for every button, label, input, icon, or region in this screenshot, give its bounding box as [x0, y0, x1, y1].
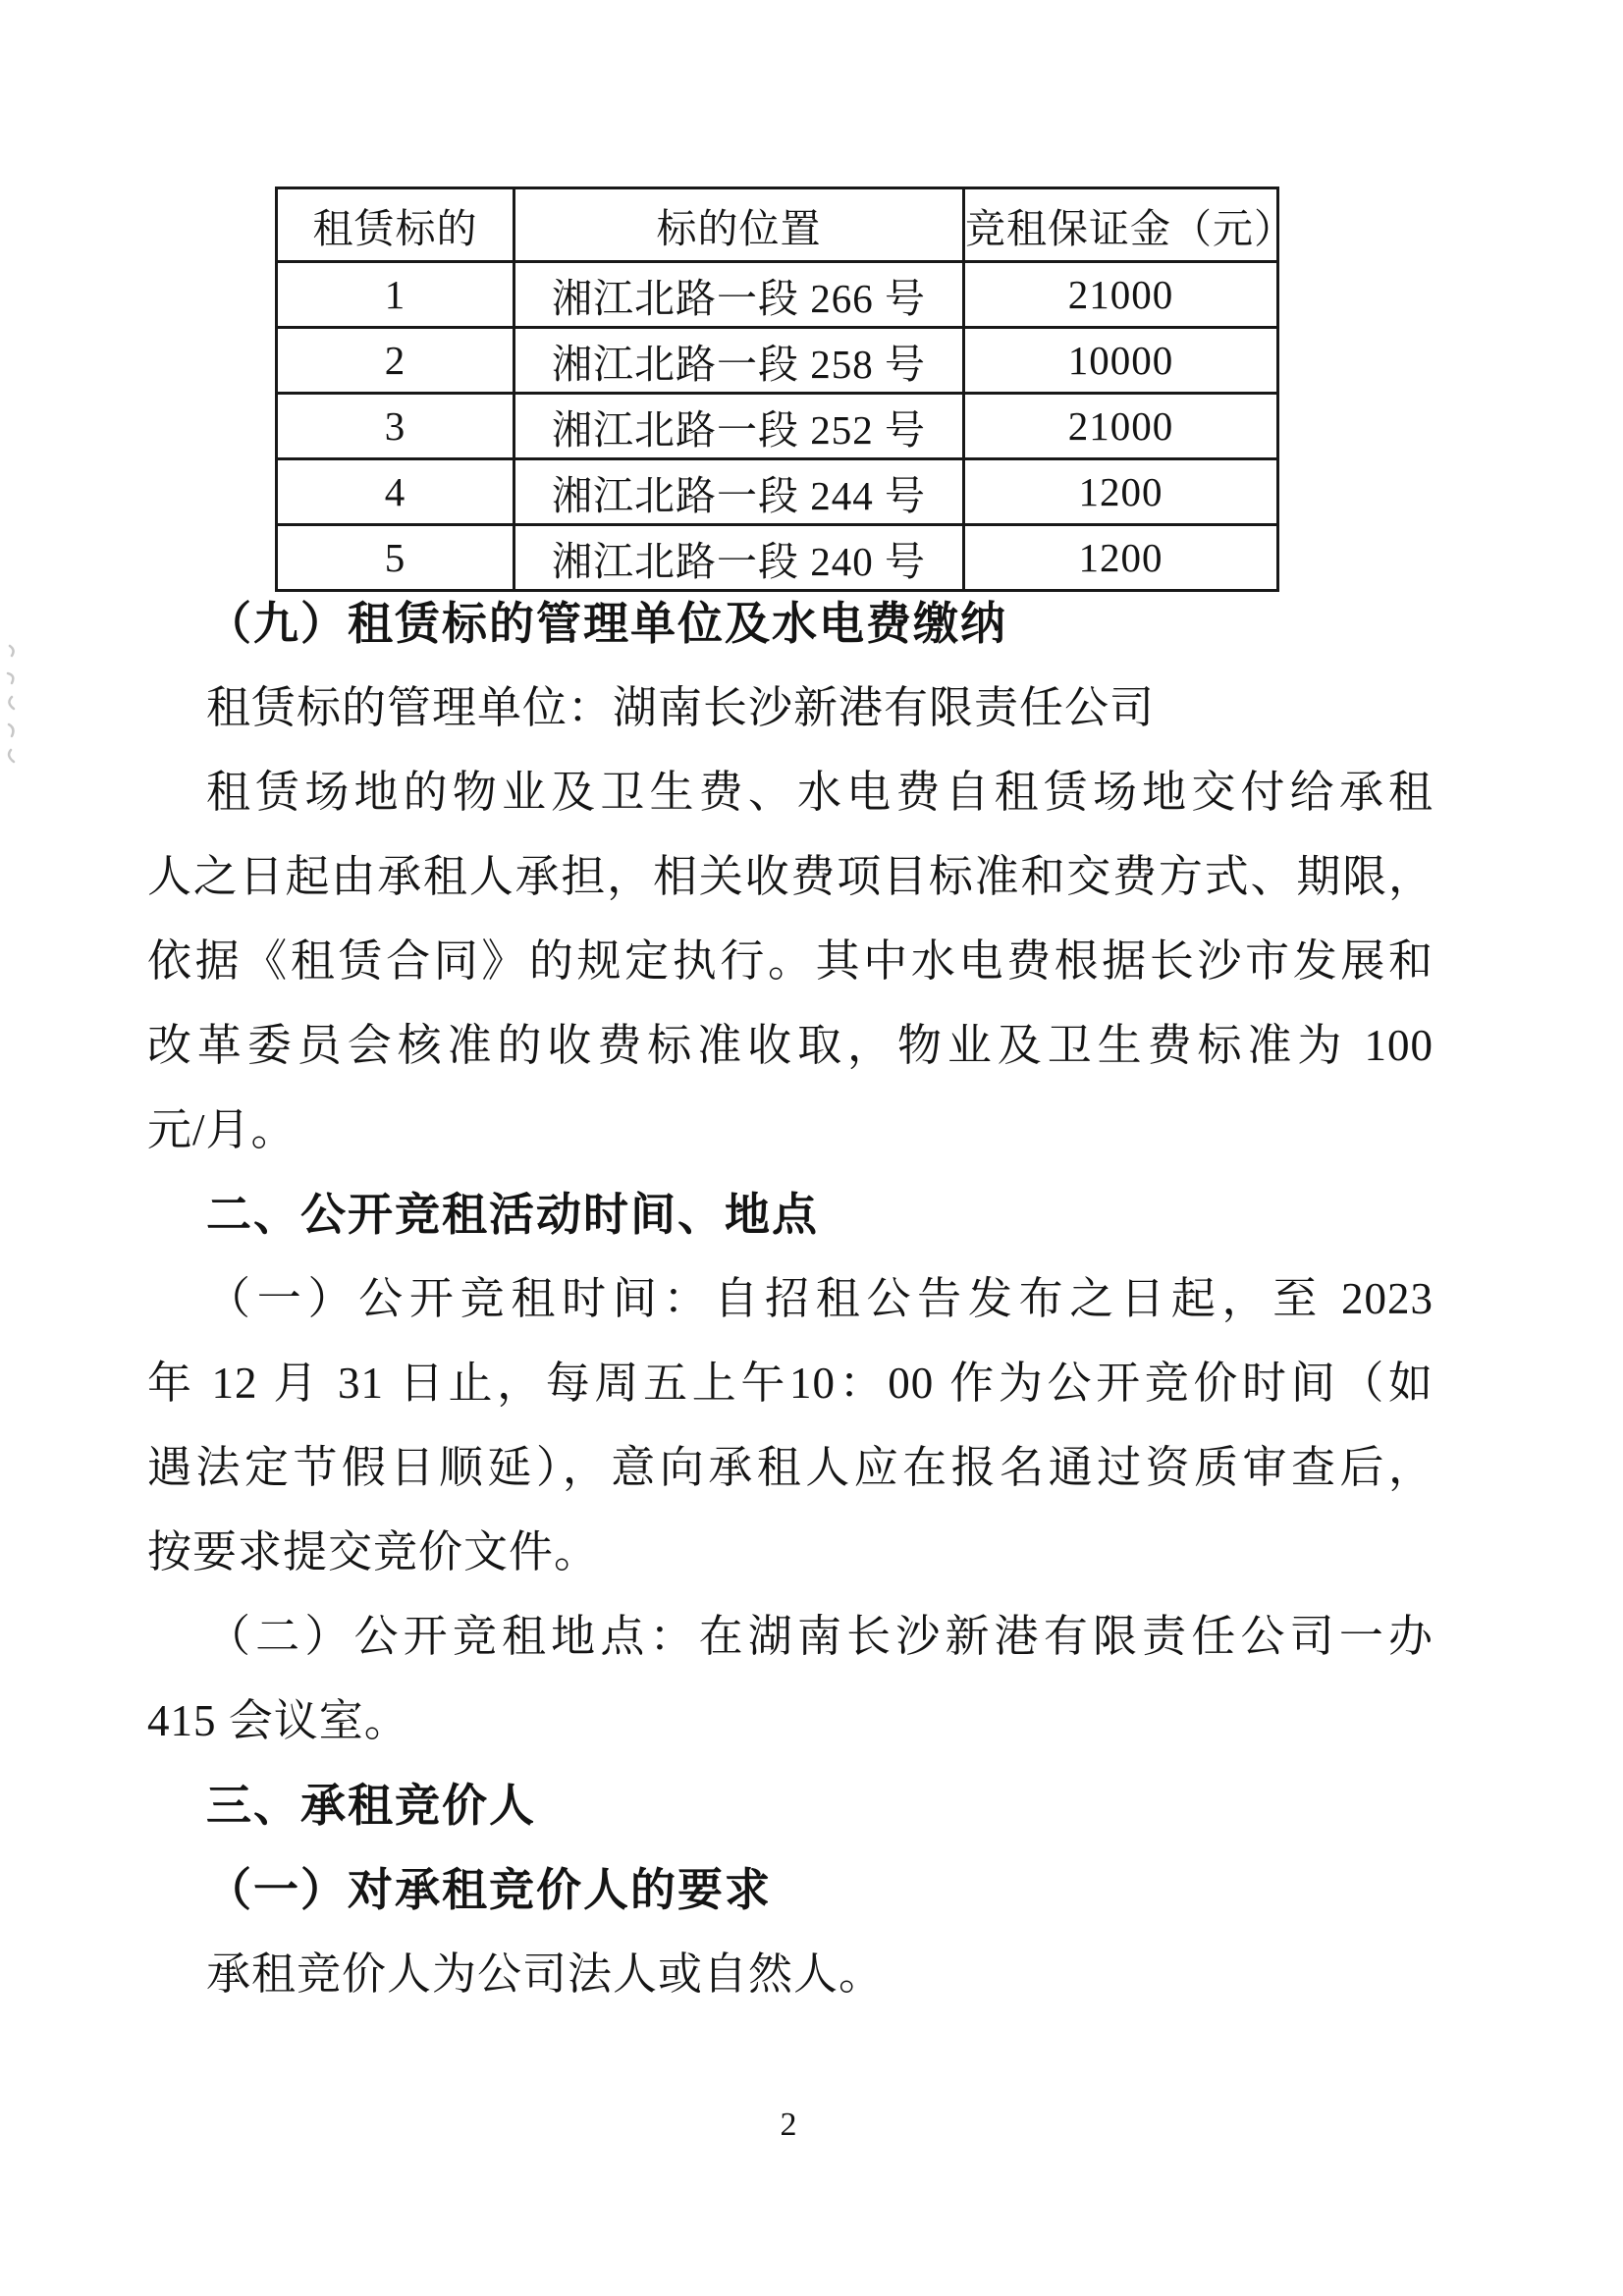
cell-target-no: 5: [277, 525, 514, 591]
doc-line: 承租竞价人为公司法人或自然人。: [206, 1949, 885, 1999]
col-header-target-location: 标的位置: [514, 188, 964, 262]
section-heading-3-1: （一）对承租竞价人的要求: [206, 1864, 772, 1915]
cell-location: 湘江北路一段 266 号: [514, 262, 964, 328]
doc-line: 按要求提交竞价文件。: [147, 1527, 600, 1576]
table-row: [277, 394, 1278, 459]
doc-line: （二）公开竞租地点：在湖南长沙新港有限责任公司一办: [206, 1612, 1434, 1661]
cell-location: 湘江北路一段 252 号: [514, 394, 964, 459]
section-heading-2: 二、公开竞租活动时间、地点: [206, 1189, 819, 1240]
cell-target-no: 1: [277, 262, 514, 328]
cell-deposit: 10000: [964, 328, 1278, 394]
section-heading-3: 三、承租竞价人: [206, 1780, 536, 1831]
doc-line: 依据《租赁合同》的规定执行。其中水电费根据长沙市发展和: [147, 936, 1434, 986]
doc-line: 改革委员会核准的收费标准收取，物业及卫生费标准为 100: [147, 1021, 1434, 1070]
doc-line: 遇法定节假日顺延），意向承租人应在报名通过资质审查后，: [147, 1443, 1434, 1492]
document-body: [147, 581, 1434, 2016]
table-row: [277, 459, 1278, 525]
doc-line: 年 12 月 31 日止，每周五上午10：00 作为公开竞价时间（如: [147, 1359, 1434, 1408]
cell-target-no: 4: [277, 459, 514, 525]
cell-location: 湘江北路一段 240 号: [514, 525, 964, 591]
cell-deposit: 21000: [964, 262, 1278, 328]
lease-targets-table: [275, 187, 1295, 592]
cell-deposit: 1200: [964, 525, 1278, 591]
cell-deposit: 21000: [964, 394, 1278, 459]
doc-line: 415 会议室。: [147, 1696, 409, 1745]
page-number: 2: [780, 2107, 797, 2143]
cell-location: 湘江北路一段 244 号: [514, 459, 964, 525]
section-heading-9: （九）租赁标的管理单位及水电费缴纳: [206, 598, 1007, 649]
col-header-bid-deposit: 竞租保证金（元）: [964, 188, 1278, 262]
table-header-row: [277, 188, 1278, 262]
doc-line: （一）公开竞租时间：自招租公告发布之日起，至 2023: [206, 1274, 1434, 1323]
scan-artifact: [2, 640, 24, 773]
cell-location: 湘江北路一段 258 号: [514, 328, 964, 394]
cell-target-no: 2: [277, 328, 514, 394]
doc-line: 租赁标的管理单位：湖南长沙新港有限责任公司: [206, 683, 1156, 732]
col-header-lease-target: 租赁标的: [277, 188, 514, 262]
cell-target-no: 3: [277, 394, 514, 459]
table-row: [277, 262, 1278, 328]
doc-line: 人之日起由承租人承担，相关收费项目标准和交费方式、期限，: [147, 852, 1434, 901]
doc-line: 元/月。: [147, 1105, 297, 1154]
table-row: [277, 328, 1278, 394]
doc-line: 租赁场地的物业及卫生费、水电费自租赁场地交付给承租: [206, 768, 1434, 817]
cell-deposit: 1200: [964, 459, 1278, 525]
